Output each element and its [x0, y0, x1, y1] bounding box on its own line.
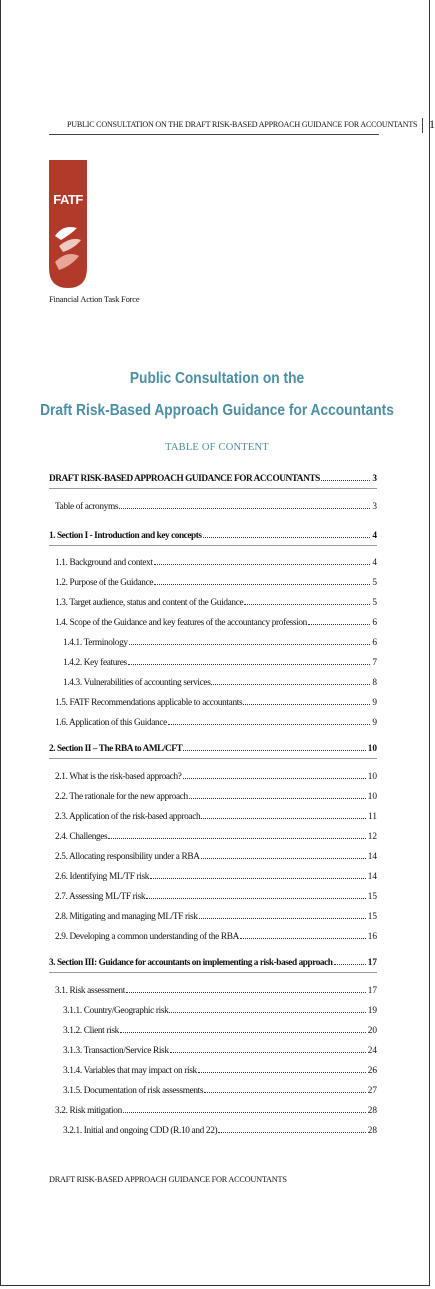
toc-entry[interactable]	[55, 868, 377, 882]
toc-entry[interactable]	[63, 1062, 377, 1076]
toc-entry-leader	[150, 877, 366, 879]
toc-entry-leader	[334, 963, 366, 965]
toc-entry[interactable]	[63, 1082, 377, 1096]
toc-entry-page: 4	[372, 531, 377, 541]
toc-entry-page: 10	[367, 772, 377, 782]
toc-entry-label: 1.4.1. Terminology	[63, 638, 128, 648]
toc-entry-leader	[218, 1131, 365, 1133]
toc-entry-label: 1.1. Background and context	[55, 558, 153, 568]
toc-entry[interactable]	[63, 1042, 377, 1056]
toc-entry-label: Table of acronyms	[55, 502, 119, 512]
toc-entry-leader	[123, 1111, 366, 1113]
toc-entry[interactable]	[55, 848, 377, 862]
toc-entry-label: 2.1. What is the risk-based approach?	[55, 772, 182, 782]
toc-entry-label: 3. Section III: Guidance for accountants on implementing a risk-based approach	[49, 958, 333, 968]
toc-entry[interactable]	[55, 714, 377, 728]
toc-entry-label: 3.1.1. Country/Geographic risk	[63, 1006, 169, 1016]
toc-entry-page: 10	[367, 744, 377, 754]
running-header-title: PUBLIC CONSULTATION ON THE DRAFT RISK-BASED APPROACH GUIDANCE FOR ACCOUNTANTS	[67, 120, 418, 129]
toc-entry-page: 5	[372, 578, 377, 588]
toc-entry-page: 28	[367, 1106, 377, 1116]
toc-entry-page: 6	[372, 618, 377, 628]
toc-entry-leader	[119, 507, 370, 509]
toc-entry[interactable]	[49, 954, 377, 968]
toc-entry[interactable]	[55, 594, 377, 608]
toc-entry[interactable]	[63, 1022, 377, 1036]
toc-entry-leader	[244, 603, 370, 605]
toc-entry[interactable]	[55, 928, 377, 942]
toc-entry[interactable]	[55, 574, 377, 588]
toc-entry-label: 2.2. The rationale for the new approach	[55, 792, 188, 802]
toc-entry-leader	[308, 623, 370, 625]
toc-entry[interactable]	[63, 1002, 377, 1016]
toc-entry-page: 11	[368, 812, 377, 822]
toc-entry-leader	[203, 536, 371, 538]
toc-entry-page: 15	[367, 912, 377, 922]
toc-entry-page: 9	[372, 698, 377, 708]
toc-entry-label: 2.8. Mitigating and managing ML/TF risk	[55, 912, 198, 922]
toc-entry-page: 4	[372, 558, 377, 568]
toc-section-rule	[49, 972, 377, 973]
toc-entry-leader	[240, 937, 366, 939]
toc-entry-page: 15	[367, 892, 377, 902]
toc-section-rule	[49, 488, 377, 489]
toc-entry-leader	[170, 1051, 366, 1053]
toc-entry-page: 5	[372, 598, 377, 608]
toc-entry-page: 19	[367, 1006, 377, 1016]
organization-name: Financial Action Task Force	[49, 294, 140, 304]
toc-entry[interactable]	[49, 470, 377, 484]
document-title-line2: Draft Risk-Based Approach Guidance for Accountants	[40, 402, 394, 419]
running-header-separator	[422, 118, 423, 133]
toc-entry-page: 17	[367, 958, 377, 968]
toc-entry[interactable]	[63, 1122, 377, 1136]
toc-entry-page: 28	[367, 1126, 377, 1136]
toc-entry-page: 27	[367, 1086, 377, 1096]
toc-entry[interactable]	[55, 808, 377, 822]
running-header	[49, 117, 435, 135]
toc-entry-leader	[154, 583, 370, 585]
toc-entry-label: DRAFT RISK-BASED APPROACH GUIDANCE FOR ACCOUNTANTS	[49, 474, 320, 484]
toc-entry-leader	[146, 897, 366, 899]
toc-entry-leader	[211, 683, 370, 685]
toc-entry-page: 24	[367, 1046, 377, 1056]
toc-entry-leader	[199, 917, 366, 919]
toc-entry-page: 26	[367, 1066, 377, 1076]
toc-entry-label: 1. Section I - Introduction and key concepts	[49, 531, 202, 541]
toc-entry-leader	[154, 563, 371, 565]
toc-entry-label: 1.4. Scope of the Guidance and key features of the accountancy profession	[55, 618, 307, 628]
toc-entry-label: 1.4.3. Vulnerabilities of accounting services	[63, 678, 211, 688]
toc-entry-page: 10	[367, 792, 377, 802]
toc-entry[interactable]	[49, 527, 377, 541]
fatf-logo	[49, 160, 87, 288]
toc-entry-leader	[129, 643, 371, 645]
toc-entry-label: 1.3. Target audience, status and content of the Guidance	[55, 598, 244, 608]
toc-entry-page: 9	[372, 718, 377, 728]
toc-entry-label: 3.1.3. Transaction/Service Risk	[63, 1046, 169, 1056]
toc-entry-leader	[198, 1071, 366, 1073]
toc-entry-page: 6	[372, 638, 377, 648]
toc-entry-page: 3	[372, 474, 377, 484]
toc-entry-leader	[126, 991, 366, 993]
toc-entry-page: 16	[367, 932, 377, 942]
toc-entry[interactable]	[63, 634, 377, 648]
toc-entry[interactable]	[63, 654, 377, 668]
toc-entry[interactable]	[55, 888, 377, 902]
toc-entry-label: 2. Section II – The RBA to AML/CFT	[49, 744, 183, 754]
toc-entry-leader	[169, 1011, 365, 1013]
toc-entry-leader	[201, 857, 366, 859]
toc-entry-label: 2.3. Application of the risk-based approach	[55, 812, 201, 822]
toc-entry-leader	[321, 479, 371, 481]
toc-heading: TABLE OF CONTENT	[165, 442, 269, 453]
fatf-logo-text: FATF	[53, 192, 83, 207]
toc-entry-page: 14	[367, 872, 377, 882]
toc-entry-label: 3.1.5. Documentation of risk assessments	[63, 1086, 204, 1096]
page-number: 1	[429, 117, 435, 131]
toc-entry-label: 2.7. Assessing ML/TF risk	[55, 892, 146, 902]
toc-entry-leader	[183, 749, 365, 751]
toc-entry-page: 17	[367, 986, 377, 996]
toc-entry[interactable]	[55, 1102, 377, 1116]
toc-entry[interactable]	[63, 674, 377, 688]
toc-entry-page: 12	[367, 832, 377, 842]
toc-entry-label: 3.1. Risk assessment	[55, 986, 125, 996]
toc-entry-label: 2.4. Challenges	[55, 832, 108, 842]
running-footer: DRAFT RISK-BASED APPROACH GUIDANCE FOR ACCOUNTANTS	[49, 1175, 287, 1184]
toc-entry-page: 8	[372, 678, 377, 688]
toc-entry-leader	[168, 723, 370, 725]
toc-entry[interactable]	[55, 498, 377, 512]
toc-entry-label: 1.4.2. Key features	[63, 658, 127, 668]
toc-entry[interactable]	[55, 828, 377, 842]
toc-entry-page: 7	[372, 658, 377, 668]
toc-entry-label: 2.5. Allocating responsibility under a RBA	[55, 852, 200, 862]
toc-entry-label: 3.2.1. Initial and ongoing CDD (R.10 and 22)	[63, 1126, 218, 1136]
toc-entry-leader	[128, 663, 371, 665]
toc-entry-label: 1.6. Application of this Guidance	[55, 718, 167, 728]
toc-entry-label: 3.2. Risk mitigation	[55, 1106, 122, 1116]
toc-entry-page: 3	[372, 502, 377, 512]
toc-entry[interactable]	[49, 740, 377, 754]
toc-entry[interactable]	[55, 768, 377, 782]
toc-entry-leader	[243, 703, 370, 705]
toc-entry-leader	[201, 817, 366, 819]
toc-section-rule	[49, 545, 377, 546]
toc-entry-leader	[120, 1031, 366, 1033]
toc-entry[interactable]	[55, 982, 377, 996]
toc-entry-page: 14	[367, 852, 377, 862]
toc-entry[interactable]	[55, 614, 377, 628]
toc-entry[interactable]	[55, 908, 377, 922]
toc-entry-page: 20	[367, 1026, 377, 1036]
toc-entry[interactable]	[55, 554, 377, 568]
toc-entry-label: 1.5. FATF Recommendations applicable to accountants	[55, 698, 243, 708]
toc-entry-leader	[183, 777, 366, 779]
toc-section-rule	[49, 758, 377, 759]
toc-entry[interactable]	[55, 694, 377, 708]
document-title-line1: Public Consultation on the	[129, 370, 305, 387]
toc-entry[interactable]	[55, 788, 377, 802]
toc-entry-leader	[204, 1091, 366, 1093]
toc-entry-leader	[189, 797, 366, 799]
toc-entry-label: 3.1.4. Variables that may impact on risk	[63, 1066, 197, 1076]
toc-entry-label: 1.2. Purpose of the Guidance	[55, 578, 154, 588]
toc-entry-label: 3.1.2. Client risk	[63, 1026, 119, 1036]
toc-entry-label: 2.9. Developing a common understanding of the RBA	[55, 932, 239, 942]
toc-entry-label: 2.6. Identifying ML/TF risk	[55, 872, 150, 882]
toc-entry-leader	[108, 837, 365, 839]
fatf-logo-shield	[49, 160, 87, 288]
